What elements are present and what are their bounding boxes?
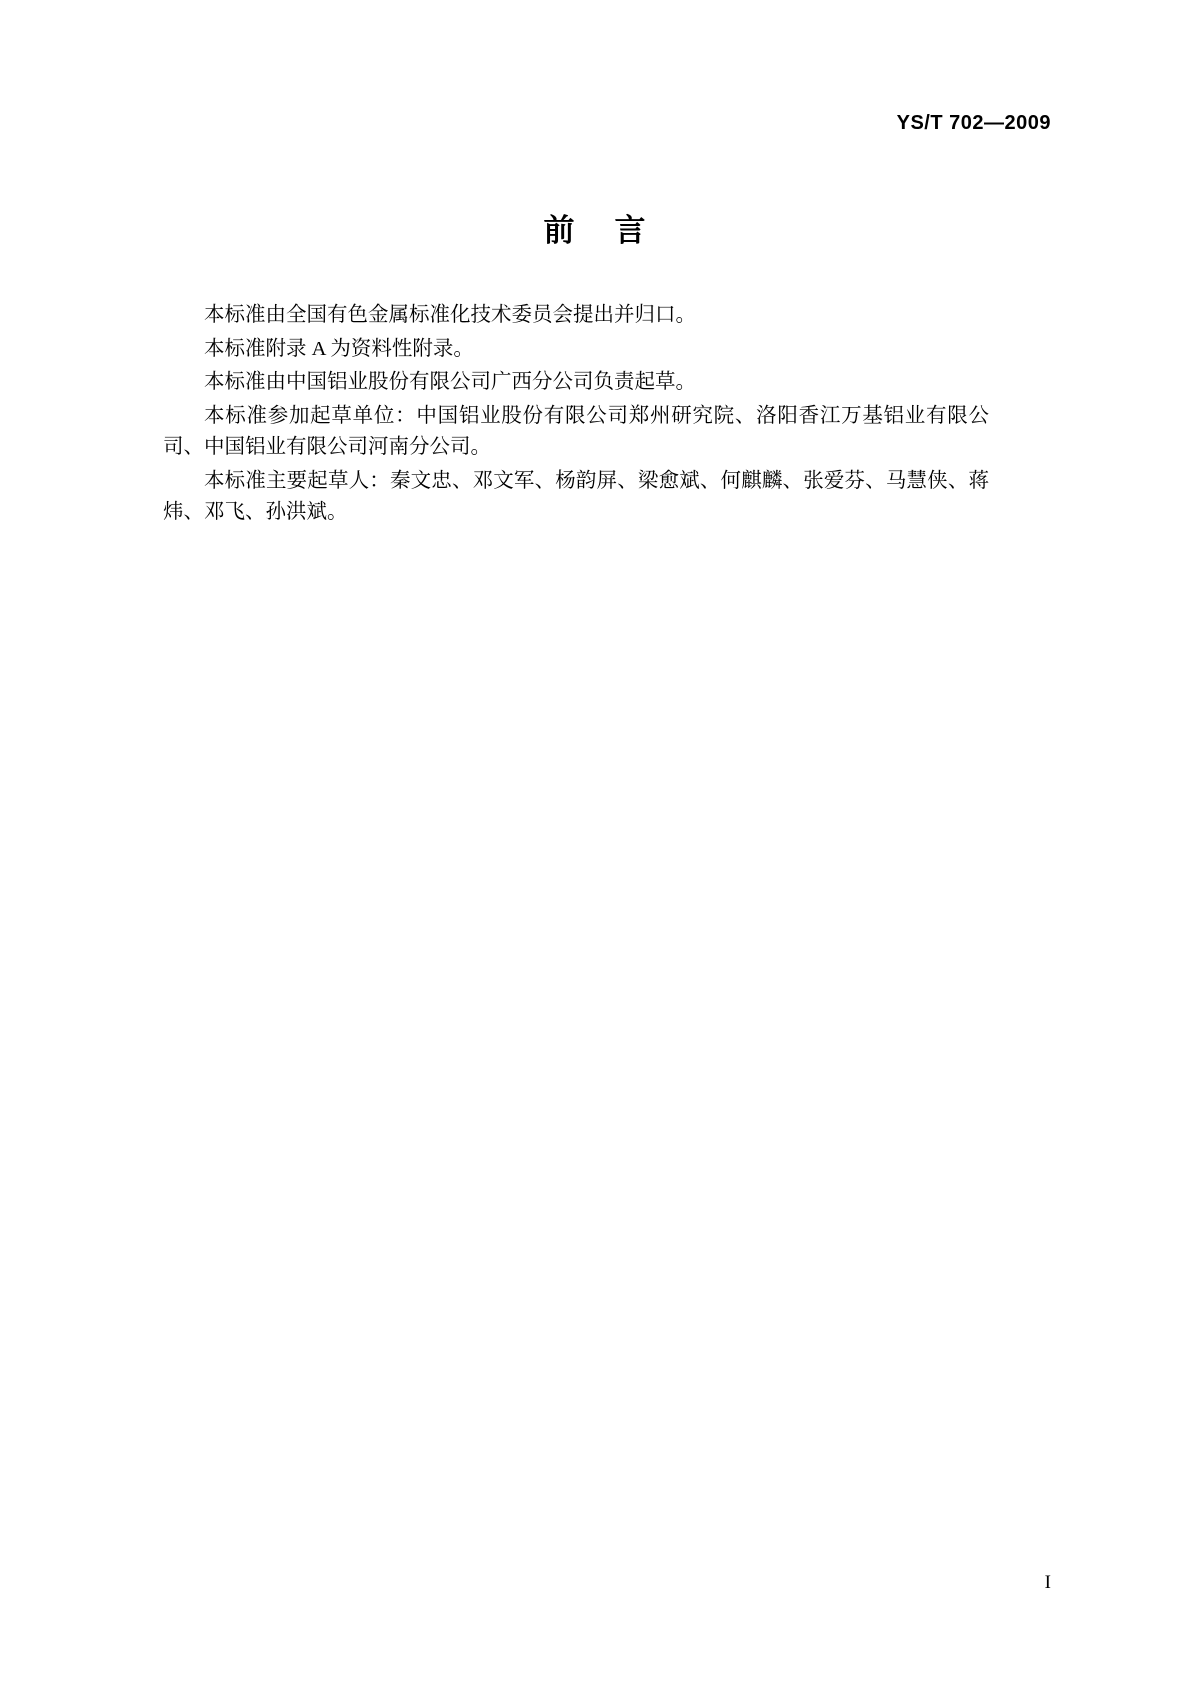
title-char-yan: 言 [614,213,648,249]
title-char-qian: 前 [543,213,577,249]
page-number: I [1044,1572,1051,1593]
standard-number: YS/T 702—2009 [896,112,1051,134]
page-title [0,205,1191,250]
foreword-paragraph-4: 本标准参加起草单位：中国铝业股份有限公司郑州研究院、洛阳香江万基铝业有限公司、中国铝业有限公司河南分公司。 [163,404,989,458]
foreword-body [163,300,989,529]
foreword-paragraph-5: 本标准主要起草人：秦文忠、邓文军、杨韵屏、梁愈斌、何麒麟、张爱芬、马慧侠、蒋炜、邓飞、孙洪斌。 [163,469,989,523]
foreword-paragraph-3: 本标准由中国铝业股份有限公司广西分公司负责起草。 [204,371,696,393]
foreword-paragraph-1: 本标准由全国有色金属标准化技术委员会提出并归口。 [204,304,696,326]
foreword-paragraph-2: 本标准附录 A 为资料性附录。 [204,337,474,360]
